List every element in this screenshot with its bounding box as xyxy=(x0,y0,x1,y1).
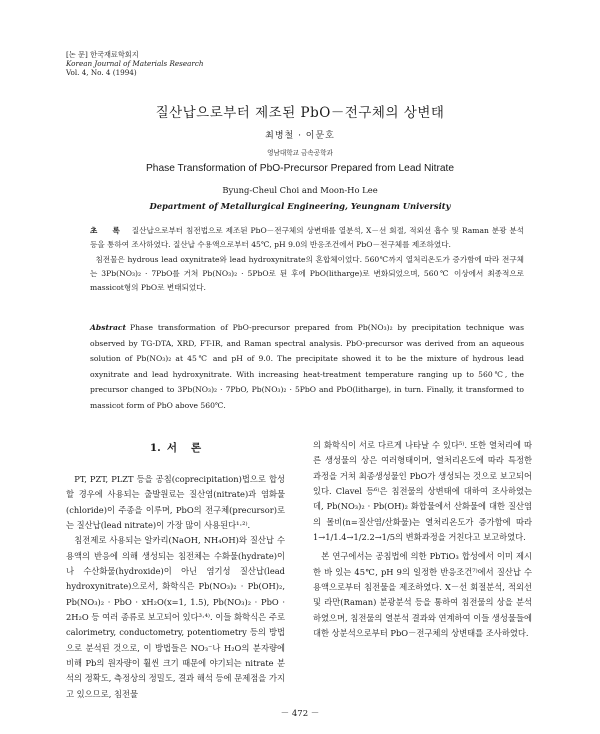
abstract-korean-paragraph-2 xyxy=(90,253,524,295)
affiliation-english: Department of Metallurgical Engineering, Yeungnam University xyxy=(149,201,451,211)
abstract-korean-paragraph-1 xyxy=(90,224,524,252)
authors-english: Byung-Cheul Choi and Moon-Ho Lee xyxy=(222,185,378,195)
body-column-right xyxy=(313,438,532,641)
abstract-korean xyxy=(90,224,524,295)
abstract-english-text: Phase transformation of PbO-precursor prepared from Pb(NO₃)₂ by precipitation technique was observed by TG-DTA, XRD, FT-IR, and Raman spectral analysis. PbO-precursor was derived from an aqueous solution of Pb(NO₃)₂ at 45℃ and pH of 9.0. The precipitate showed it to be the mixture of hydrous lead oxynitrate and lead hydroxynitrate. With increasing heat-treatment temperature ranging up to 560℃, the precursor changed to 3Pb(NO₃)₂ · 7PbO, Pb(NO₃)₂ · 5PbO and PbO(litharge), in turn. Finally, it transformed to massicot form of PbO above 560℃. xyxy=(90,323,524,410)
section-heading-introduction xyxy=(66,440,285,455)
journal-name-en: Korean Journal of Materials Research xyxy=(66,59,204,69)
body-paragraph: 침전제로 사용되는 알카리(NaOH, NH₄OH)와 질산납 수용액의 반응에 의해 생성되는 침전체는 수화물(hydrate)이나 수산화물(hydroxide)이 아닌 염기성 질산납(lead hydroxynitrate)으로서, 화학식은 Pb(NO₃)₂ · Pb(OH)₂, Pb(NO₃)₂ · PbO · xH₂O(x=1, 1.5), Pb(NO₃)₂ · PbO · 2H₂O 등 여러 종류로 보고되어 있다³·⁴⁾. 이들 화학식은 주로 calorimetry, conductometry, potentiometry 등의 방법으로 분석된 것으로, 이 방법들은 NO₃⁻나 H₂O의 분자량에 비해 Pb의 원자량이 훨씬 크기 때문에 야기되는 nitrate 분석의 정확도, 측정상의 정밀도, 결과 해석 등에 문제점을 가지고 있으므로, 침전물 xyxy=(66,535,285,699)
journal-name-ko: [논 문] 한국재료학회지 xyxy=(66,50,139,59)
body-paragraph: 의 화학식이 서로 다르게 나타날 수 있다⁵⁾. 또한 열처리에 따른 생성물의 상은 여러형태이며, 열처리온도에 따라 특정한 과정을 거쳐 최종생성물인 PbO가 생성되는 것으로 보고되어 있다. Clavel 등⁶⁾은 침전물의 상변태에 대하여 조사하였는데, Pb(NO₃)₂ · Pb(OH)₂ 화합물에서 산화물에 대한 질산염의 몰비(n=질산염/산화물)는 열처리온도가 증가함에 따라 1→1/1.4→1/2.2→1/5의 변화과정을 거친다고 보고하였다. xyxy=(313,440,532,543)
abstract-english xyxy=(90,320,524,413)
section-title-part-2: 론 xyxy=(190,442,202,454)
body-paragraph: PT, PZT, PLZT 등을 공침(coprecipitation)법으로 합성할 경우에 사용되는 출발원료는 질산염(nitrate)과 염화물(chloride)이 주종을 이루며, PbO의 전구체(precursor)로는 질산납(lead nitrate)이 가장 많이 사용된다¹·²⁾. xyxy=(66,474,285,531)
abstract-korean-label: 초 록 xyxy=(90,226,126,235)
journal-header xyxy=(66,50,204,78)
page-number: － 472 － xyxy=(280,709,320,719)
affiliation-korean: 영남대학교 금속공학과 xyxy=(267,149,333,157)
body-paragraph: 본 연구에서는 공침법에 의한 PbTiO₃ 합성에서 이미 제시한 바 있는 45℃, pH 9의 일정한 반응조건⁷⁾에서 질산납 수용액으로부터 침전물을 제조하였다. X－선 회절분석, 적외선 및 라만(Raman) 분광분석 등을 통하여 침전물의 상을 분석하였으며, 침전물의 열분석 결과와 연계하여 이들 생성물들에 대한 상분석으로부터 PbO－전구체의 상변태를 조사하였다. xyxy=(313,551,532,639)
paper-title-english: Phase Transformation of PbO-Precursor Prepared from Lead Nitrate xyxy=(145,163,455,174)
body-column-left xyxy=(66,472,285,702)
authors-korean: 최병철 · 이문호 xyxy=(265,131,335,141)
abstract-korean-text-2: 침전물은 hydrous lead oxynitrate와 lead hydroxynitrate의 혼합체이었다. 560℃까지 열처리온도가 증가함에 따라 전구체는 3Pb(NO₃)₂ · 7PbO를 거쳐 Pb(NO₃)₂ · 5PbO로 된 후에 PbO(litharge)로 변화되었으며, 560℃ 이상에서 최종적으로 massicot형의 PbO로 변태되었다. xyxy=(90,255,525,292)
journal-volume: Vol. 4, No. 4 (1994) xyxy=(66,68,137,78)
abstract-korean-text-1: 질산납으로부터 침전법으로 제조된 PbO－전구체의 상변태를 열분석, X－선 회절, 적외선 흡수 및 Raman 분광 분석 등을 통하여 조사하였다. 질산납 수용액으로부터 45℃, pH 9.0의 반응조건에서 PbO－전구체를 제조하였다. xyxy=(90,226,524,249)
abstract-english-label: Abstract xyxy=(90,323,127,332)
section-number: 1. xyxy=(149,442,161,454)
section-title-part-1: 서 xyxy=(166,442,177,454)
paper-title-korean: 질산납으로부터 제조된 PbO－전구체의 상변태 xyxy=(155,105,445,121)
